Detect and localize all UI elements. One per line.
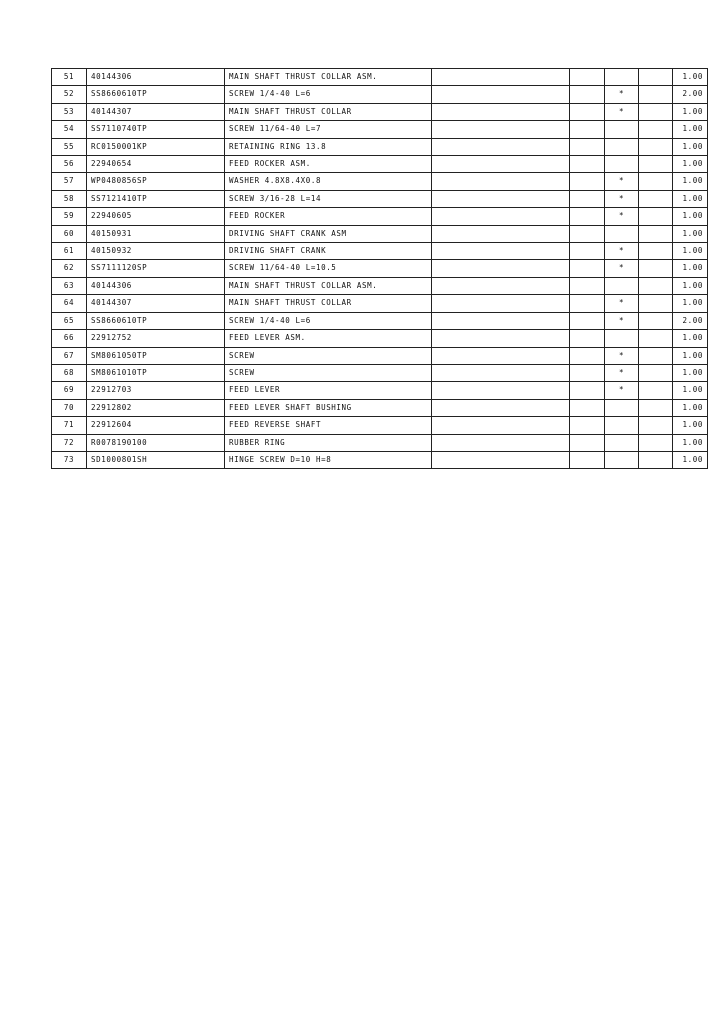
part-mark-cell	[605, 277, 639, 294]
part-mark-cell: *	[605, 364, 639, 381]
part-spec-cell	[432, 69, 570, 86]
part-spec-cell	[432, 312, 570, 329]
part-description-cell: HINGE SCREW D=10 H=8	[225, 451, 432, 468]
part-code-cell: WP0480856SP	[87, 173, 225, 190]
part-number-cell: 73	[52, 451, 87, 468]
part-quantity-cell: 2.00	[673, 312, 708, 329]
part-mark-cell	[605, 451, 639, 468]
part-note-cell	[570, 138, 605, 155]
part-spec-cell	[432, 86, 570, 103]
part-quantity-cell: 1.00	[673, 364, 708, 381]
part-extra-cell	[639, 156, 673, 173]
part-number-cell: 72	[52, 434, 87, 451]
part-code-cell: 22940654	[87, 156, 225, 173]
part-note-cell	[570, 364, 605, 381]
part-note-cell	[570, 260, 605, 277]
part-mark-cell: *	[605, 208, 639, 225]
part-mark-cell: *	[605, 260, 639, 277]
part-description-cell: RETAINING RING 13.8	[225, 138, 432, 155]
part-extra-cell	[639, 312, 673, 329]
part-description-cell: SCREW	[225, 347, 432, 364]
part-extra-cell	[639, 295, 673, 312]
part-code-cell: SS7111120SP	[87, 260, 225, 277]
table-row	[52, 225, 708, 242]
table-row	[52, 347, 708, 364]
part-note-cell	[570, 86, 605, 103]
part-number-cell: 62	[52, 260, 87, 277]
part-mark-cell: *	[605, 103, 639, 120]
part-code-cell: 22912703	[87, 382, 225, 399]
part-extra-cell	[639, 347, 673, 364]
part-description-cell: RUBBER RING	[225, 434, 432, 451]
part-spec-cell	[432, 399, 570, 416]
part-spec-cell	[432, 382, 570, 399]
part-number-cell: 64	[52, 295, 87, 312]
part-description-cell: SCREW 11/64-40 L=7	[225, 121, 432, 138]
part-spec-cell	[432, 225, 570, 242]
part-spec-cell	[432, 121, 570, 138]
part-quantity-cell: 1.00	[673, 347, 708, 364]
part-description-cell: SCREW	[225, 364, 432, 381]
part-description-cell: SCREW 11/64-40 L=10.5	[225, 260, 432, 277]
part-extra-cell	[639, 190, 673, 207]
part-quantity-cell: 1.00	[673, 451, 708, 468]
part-code-cell: 40144306	[87, 69, 225, 86]
part-code-cell: 22912802	[87, 399, 225, 416]
part-code-cell: 40144306	[87, 277, 225, 294]
part-note-cell	[570, 451, 605, 468]
part-mark-cell: *	[605, 347, 639, 364]
part-description-cell: FEED LEVER SHAFT BUSHING	[225, 399, 432, 416]
part-spec-cell	[432, 190, 570, 207]
table-row	[52, 86, 708, 103]
part-spec-cell	[432, 364, 570, 381]
parts-table-body	[52, 69, 708, 469]
part-quantity-cell: 1.00	[673, 243, 708, 260]
table-row	[52, 382, 708, 399]
part-description-cell: MAIN SHAFT THRUST COLLAR	[225, 295, 432, 312]
part-code-cell: SS8660610TP	[87, 312, 225, 329]
part-extra-cell	[639, 260, 673, 277]
part-spec-cell	[432, 173, 570, 190]
part-extra-cell	[639, 69, 673, 86]
parts-table	[51, 68, 708, 469]
part-note-cell	[570, 156, 605, 173]
part-mark-cell	[605, 417, 639, 434]
part-description-cell: MAIN SHAFT THRUST COLLAR	[225, 103, 432, 120]
part-number-cell: 51	[52, 69, 87, 86]
part-quantity-cell: 1.00	[673, 208, 708, 225]
part-code-cell: SM8061010TP	[87, 364, 225, 381]
part-quantity-cell: 1.00	[673, 417, 708, 434]
part-description-cell: DRIVING SHAFT CRANK	[225, 243, 432, 260]
part-mark-cell	[605, 434, 639, 451]
part-description-cell: MAIN SHAFT THRUST COLLAR ASM.	[225, 69, 432, 86]
part-mark-cell: *	[605, 190, 639, 207]
part-number-cell: 67	[52, 347, 87, 364]
table-row	[52, 121, 708, 138]
part-quantity-cell: 1.00	[673, 382, 708, 399]
part-spec-cell	[432, 451, 570, 468]
table-row	[52, 69, 708, 86]
table-row	[52, 156, 708, 173]
table-row	[52, 173, 708, 190]
part-quantity-cell: 1.00	[673, 330, 708, 347]
part-extra-cell	[639, 330, 673, 347]
part-number-cell: 55	[52, 138, 87, 155]
part-code-cell: SM8061050TP	[87, 347, 225, 364]
part-description-cell: FEED LEVER ASM.	[225, 330, 432, 347]
part-number-cell: 70	[52, 399, 87, 416]
part-quantity-cell: 2.00	[673, 86, 708, 103]
part-code-cell: 40150931	[87, 225, 225, 242]
part-note-cell	[570, 347, 605, 364]
part-spec-cell	[432, 138, 570, 155]
part-quantity-cell: 1.00	[673, 156, 708, 173]
table-row	[52, 364, 708, 381]
part-description-cell: FEED ROCKER	[225, 208, 432, 225]
part-code-cell: 22912752	[87, 330, 225, 347]
table-row	[52, 399, 708, 416]
part-description-cell: SCREW 1/4-40 L=6	[225, 312, 432, 329]
part-note-cell	[570, 208, 605, 225]
part-code-cell: SD1000801SH	[87, 451, 225, 468]
part-mark-cell: *	[605, 243, 639, 260]
part-note-cell	[570, 399, 605, 416]
part-mark-cell	[605, 399, 639, 416]
part-code-cell: RC0150001KP	[87, 138, 225, 155]
part-note-cell	[570, 295, 605, 312]
part-spec-cell	[432, 103, 570, 120]
part-note-cell	[570, 417, 605, 434]
part-code-cell: 22940605	[87, 208, 225, 225]
part-number-cell: 71	[52, 417, 87, 434]
part-extra-cell	[639, 138, 673, 155]
part-number-cell: 66	[52, 330, 87, 347]
part-code-cell: 40150932	[87, 243, 225, 260]
part-mark-cell	[605, 69, 639, 86]
part-mark-cell: *	[605, 382, 639, 399]
table-row	[52, 208, 708, 225]
part-number-cell: 63	[52, 277, 87, 294]
part-number-cell: 57	[52, 173, 87, 190]
part-code-cell: 40144307	[87, 103, 225, 120]
part-code-cell: SS7121410TP	[87, 190, 225, 207]
part-quantity-cell: 1.00	[673, 138, 708, 155]
part-extra-cell	[639, 399, 673, 416]
part-number-cell: 60	[52, 225, 87, 242]
table-row	[52, 312, 708, 329]
part-spec-cell	[432, 330, 570, 347]
part-extra-cell	[639, 173, 673, 190]
table-row	[52, 277, 708, 294]
part-note-cell	[570, 103, 605, 120]
table-row	[52, 451, 708, 468]
part-quantity-cell: 1.00	[673, 225, 708, 242]
part-number-cell: 52	[52, 86, 87, 103]
table-row	[52, 138, 708, 155]
part-code-cell: SS7110740TP	[87, 121, 225, 138]
part-spec-cell	[432, 347, 570, 364]
part-description-cell: SCREW 1/4-40 L=6	[225, 86, 432, 103]
part-extra-cell	[639, 417, 673, 434]
part-mark-cell: *	[605, 295, 639, 312]
part-number-cell: 69	[52, 382, 87, 399]
part-mark-cell	[605, 330, 639, 347]
part-spec-cell	[432, 434, 570, 451]
part-note-cell	[570, 190, 605, 207]
part-number-cell: 61	[52, 243, 87, 260]
part-note-cell	[570, 312, 605, 329]
table-row	[52, 417, 708, 434]
part-mark-cell	[605, 138, 639, 155]
part-description-cell: DRIVING SHAFT CRANK ASM	[225, 225, 432, 242]
part-number-cell: 56	[52, 156, 87, 173]
part-note-cell	[570, 330, 605, 347]
part-extra-cell	[639, 364, 673, 381]
part-extra-cell	[639, 434, 673, 451]
part-description-cell: FEED REVERSE SHAFT	[225, 417, 432, 434]
part-number-cell: 65	[52, 312, 87, 329]
part-quantity-cell: 1.00	[673, 173, 708, 190]
part-quantity-cell: 1.00	[673, 260, 708, 277]
part-description-cell: MAIN SHAFT THRUST COLLAR ASM.	[225, 277, 432, 294]
part-note-cell	[570, 277, 605, 294]
table-row	[52, 243, 708, 260]
part-extra-cell	[639, 225, 673, 242]
table-row	[52, 295, 708, 312]
part-description-cell: FEED LEVER	[225, 382, 432, 399]
part-spec-cell	[432, 260, 570, 277]
part-code-cell: 22912604	[87, 417, 225, 434]
part-number-cell: 53	[52, 103, 87, 120]
table-row	[52, 190, 708, 207]
table-row	[52, 330, 708, 347]
part-quantity-cell: 1.00	[673, 103, 708, 120]
part-extra-cell	[639, 208, 673, 225]
part-extra-cell	[639, 86, 673, 103]
part-extra-cell	[639, 103, 673, 120]
table-row	[52, 103, 708, 120]
part-note-cell	[570, 225, 605, 242]
part-number-cell: 68	[52, 364, 87, 381]
part-code-cell: 40144307	[87, 295, 225, 312]
part-description-cell: FEED ROCKER ASM.	[225, 156, 432, 173]
part-quantity-cell: 1.00	[673, 399, 708, 416]
part-description-cell: WASHER 4.8X8.4X0.8	[225, 173, 432, 190]
part-spec-cell	[432, 243, 570, 260]
part-mark-cell	[605, 225, 639, 242]
part-mark-cell: *	[605, 173, 639, 190]
part-quantity-cell: 1.00	[673, 434, 708, 451]
part-code-cell: SS8660610TP	[87, 86, 225, 103]
part-code-cell: R0078190100	[87, 434, 225, 451]
part-note-cell	[570, 243, 605, 260]
part-mark-cell	[605, 121, 639, 138]
part-extra-cell	[639, 243, 673, 260]
part-quantity-cell: 1.00	[673, 190, 708, 207]
part-number-cell: 59	[52, 208, 87, 225]
part-spec-cell	[432, 208, 570, 225]
part-quantity-cell: 1.00	[673, 121, 708, 138]
part-number-cell: 58	[52, 190, 87, 207]
table-row	[52, 434, 708, 451]
part-note-cell	[570, 434, 605, 451]
part-number-cell: 54	[52, 121, 87, 138]
part-description-cell: SCREW 3/16-28 L=14	[225, 190, 432, 207]
part-mark-cell: *	[605, 86, 639, 103]
part-spec-cell	[432, 156, 570, 173]
part-spec-cell	[432, 277, 570, 294]
part-note-cell	[570, 121, 605, 138]
part-quantity-cell: 1.00	[673, 295, 708, 312]
part-spec-cell	[432, 417, 570, 434]
part-quantity-cell: 1.00	[673, 69, 708, 86]
part-note-cell	[570, 173, 605, 190]
part-mark-cell: *	[605, 312, 639, 329]
part-note-cell	[570, 69, 605, 86]
part-extra-cell	[639, 382, 673, 399]
part-extra-cell	[639, 277, 673, 294]
part-quantity-cell: 1.00	[673, 277, 708, 294]
part-spec-cell	[432, 295, 570, 312]
part-extra-cell	[639, 451, 673, 468]
part-mark-cell	[605, 156, 639, 173]
part-extra-cell	[639, 121, 673, 138]
part-note-cell	[570, 382, 605, 399]
table-row	[52, 260, 708, 277]
